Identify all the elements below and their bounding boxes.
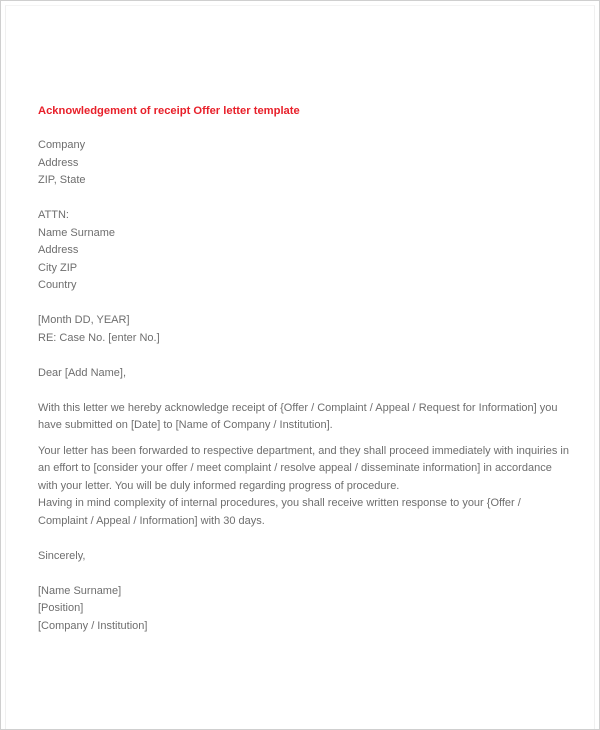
salutation: Dear [Add Name], xyxy=(38,366,127,379)
letter-date: [Month DD, YEAR] xyxy=(38,314,130,326)
body-paragraph-3: Having in mind complexity of internal procedures, you shall receive written response to your {Offer / Complaint / Appeal / Information] with 30 days. xyxy=(38,497,521,527)
signature-block xyxy=(38,583,573,636)
letter-content xyxy=(38,103,573,653)
recipient-country: Country xyxy=(38,279,77,291)
body-paragraph-1: With this letter we hereby acknowledge receipt of {Offer / Complaint / Appeal / Request for Information] you have submitted on [Date] to [Name of Company / Institution]. xyxy=(38,401,558,431)
sender-zip-state: ZIP, State xyxy=(38,174,86,186)
recipient-attn: ATTN: xyxy=(38,209,69,221)
sender-address: Address xyxy=(38,156,79,169)
recipient-address-block xyxy=(38,207,573,295)
signature-company: [Company / Institution] xyxy=(38,619,148,632)
body-paragraph-2: Your letter has been forwarded to respective department, and they shall proceed immediately with inquiries in an effort to [consider your offer / meet complaint / resolve appeal / disseminate information] in accordance with your letter. You will be duly informed regarding progress of procedure. xyxy=(38,444,569,492)
sender-company: Company xyxy=(38,139,86,151)
sender-address-block xyxy=(38,137,573,190)
closing: Sincerely, xyxy=(38,549,86,562)
case-reference: RE: Case No. [enter No.] xyxy=(38,331,160,344)
recipient-name: Name Surname xyxy=(38,226,116,239)
recipient-address: Address xyxy=(38,244,79,256)
recipient-city-zip: City ZIP xyxy=(38,261,78,274)
date-reference-block xyxy=(38,312,573,347)
signature-name: [Name Surname] xyxy=(38,584,122,597)
signature-position: [Position] xyxy=(38,602,84,614)
document-title: Acknowledgement of receipt Offer letter template xyxy=(38,105,300,117)
